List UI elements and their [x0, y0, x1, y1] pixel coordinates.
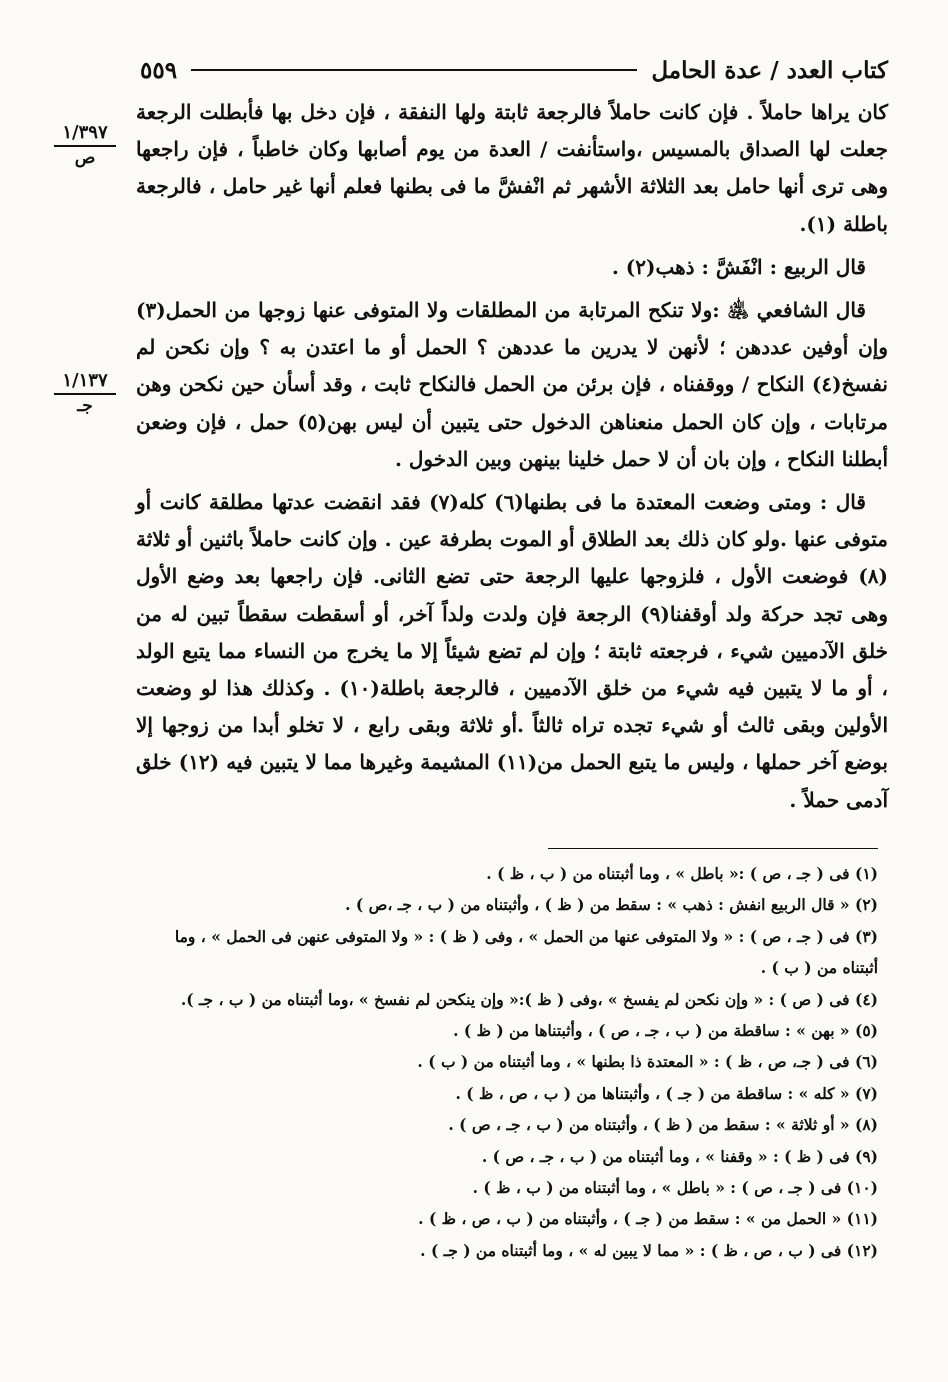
running-title: كتاب العدد / عدة الحامل [651, 56, 888, 84]
footnote: (٤) فى ( ص ) : « وإن نكحن لم يفسخ » ،وفى ( ظ ):« وإن ينكحن لم نفسخ » ،وما أثبتناه من ( ب ، جـ ). [180, 989, 878, 1009]
footnote: (٧) « كله » : ساقطة من ( جـ ) ، وأثبتناها من ( ب ، ص ، ظ ) . [455, 1083, 878, 1103]
footnote: (٥) « بهن » : ساقطة من ( ب ، جـ ، ص ) ، وأثبتناها من ( ظ ) . [453, 1021, 878, 1041]
footnote-separator [548, 848, 878, 849]
footnote: (١) فى ( جـ ، ص ) :« باطل » ، وما أثبتناه من ( ب ، ظ ) . [486, 864, 878, 883]
footnote: (٩) فى ( ظ ) : « وقفنا » ، وما أثبتناه من ( ب ، جـ ، ص ) . [481, 1146, 878, 1166]
margin-note-1 [54, 122, 116, 169]
main-text [136, 94, 888, 825]
margin-note-ref: ١/١٣٧ [54, 370, 116, 395]
footnote: (١١) « الحمل من » : سقط من ( جـ ) ، وأثبتناه من ( ب ، ص ، ظ ) . [418, 1209, 878, 1229]
footnote: (٨) « أو ثلاثة » : سقط من ( ظ ) ، وأثبتناه من ( ب ، جـ ، ص ) . [448, 1115, 878, 1135]
margin-note-ref: ١/٣٩٧ [54, 122, 116, 147]
footnote: (٦) فى ( جـ، ص ، ظ ) : « المعتدة ذا بطنها » ، وما أثبتناه من ( ب ) . [417, 1052, 878, 1072]
footnote: (١٢) فى ( ب ، ص ، ظ ) : « مما لا يبين له » ، وما أثبتناه من ( جـ ) . [420, 1240, 878, 1260]
footnote: (١٠) فى ( جـ ، ص ) : « باطل » ، وما أثبتناه من ( ب ، ظ ) . [472, 1178, 878, 1198]
footnotes [136, 858, 878, 1266]
margin-note-2 [54, 370, 116, 417]
paragraph: قال الربيع : انْفَشَّ : ذهب(٢) . [611, 254, 866, 279]
paragraph: كان يراها حاملاً . فإن كانت حاملاً فالرجعة ثابتة ولها النفقة ، فإن دخل بها فأبطلت الرجعة جعلت لها الصداق بالمسيس ،واستأنفت / العدة من يوم أصابها وكان خاطباً ، فإن راجعها وهى ترى أنها حامل بعد الثلاثة الأشهر ثم انْفشَّ ما فى بطنها فعلم أنها غير حامل ، فالرجعة باطلة (١). [136, 100, 888, 236]
paragraph: قال الشافعي ﵁ :ولا تنكح المرتابة من المطلقات ولا المتوفى عنها زوجها من الحمل(٣) وإن أوفين عددهن ؛ لأنهن لا يدرين ما عددهن ؟ الحمل أو ما اعتدن به ؟ وإن نكحن لم نفسخ(٤) النكاح / ووقفناه ، فإن برئن من الحمل فالنكاح ثابت ، وقد أسأن حين نكحن وهن مرتابات ، وإن كان الحمل منعناهن الدخول حتى يتبين أن ليس بهن(٥) حمل ، فإن وضعن أبطلنا النكاح ، وإن بان أن لا حمل خلينا بينهن وبين الدخول . [136, 298, 888, 471]
margin-note-ms: ص [74, 148, 96, 168]
page-number: ٥٥٩ [140, 56, 178, 84]
running-header [140, 50, 888, 90]
header-rule [191, 69, 637, 71]
footnote: (٣) فى ( جـ ، ص ) : « ولا المتوفى عنها من الحمل » ، وفى ( ظ ) : « ولا المتوفى عنهن فى الحمل » ، وما أثبتناه من ( ب ) . [174, 926, 878, 978]
paragraph: قال : ومتى وضعت المعتدة ما فى بطنها(٦) كله(٧) فقد انقضت عدتها مطلقة كانت أو متوفى عنها .ولو كان ذلك بعد الطلاق أو الموت بطرفة عين . وإن كانت حاملاً باثنين أو ثلاثة (٨) فوضعت الأول ، فلزوجها عليها الرجعة حتى تضع الثانى. فإن راجعها بعد وضع الأول وهى تجد حركة ولد أوقفنا(٩) الرجعة فإن ولدت ولداً آخر، أو أسقطت سقطاً تبين له من خلق الآدميين شيء ، فرجعته ثابتة ؛ وإن لم تضع شيئاً إلا ما يخرج من النساء مما يتبع الولد ، أو ما لا يتبين فيه شيء من خلق الآدميين ، فالرجعة باطلة(١٠) . وكذلك هذا لو وضعت الأولين وبقى ثالث أو شيء تجده تراه ثالثاً .أو ثلاثة وبقى رابع ، لا تخلو أبدا من زوجها إلا بوضع آخر حملها ، وليس ما يتبع الحمل من(١١) المشيمة وغيرها مما لا يتبين فيه (١٢) خلق آدمى حملاً . [136, 490, 889, 812]
margin-note-ms: جـ [77, 396, 93, 416]
footnote: (٢) « قال الربيع انفش : ذهب » : سقط من ( ظ ) ، وأثبتناه من ( ب ، جـ ،ص ) . [345, 895, 878, 915]
